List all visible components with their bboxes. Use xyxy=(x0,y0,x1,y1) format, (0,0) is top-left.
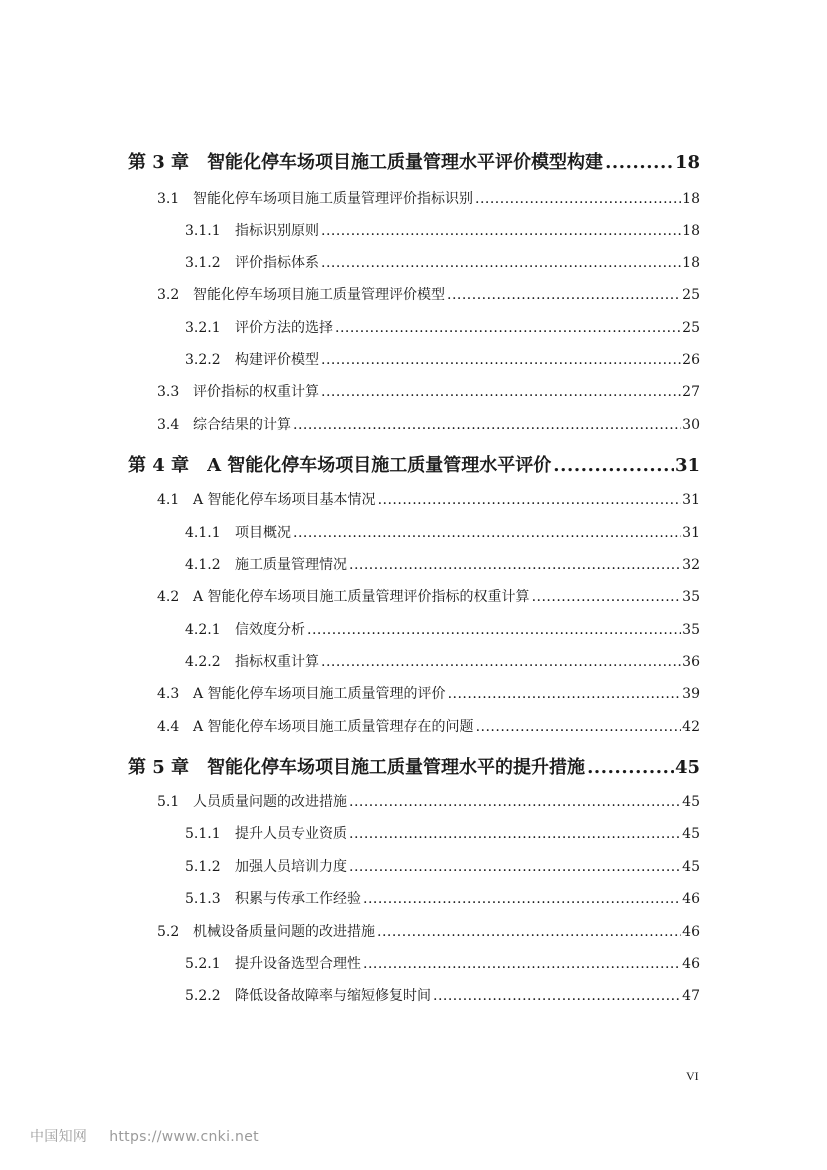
toc-entry-page: 18 xyxy=(682,255,700,271)
toc-leader-dots xyxy=(349,826,681,842)
toc-subsection-entry[interactable] xyxy=(185,619,700,641)
toc-leader-dots xyxy=(433,988,681,1004)
toc-entry-title: 构建评价模型 xyxy=(235,352,319,368)
toc-leader-dots xyxy=(363,956,681,972)
toc-leader-dots xyxy=(349,794,681,810)
toc-entry-number: 3.1.2 xyxy=(185,255,221,271)
toc-leader-dots xyxy=(321,384,681,400)
toc-entry-number: 4.1 xyxy=(157,492,180,508)
toc-entry-title: 提升设备选型合理性 xyxy=(235,956,361,972)
toc-entry-page: 45 xyxy=(682,826,700,842)
toc-leader-dots xyxy=(475,191,681,207)
toc-entry-number: 5.1.1 xyxy=(185,826,221,842)
toc-entry-page: 18 xyxy=(682,223,700,239)
toc-entry-number: 5.1.3 xyxy=(185,891,221,907)
toc-section-entry[interactable] xyxy=(157,716,700,738)
toc-entry-number: 4.3 xyxy=(157,686,180,702)
toc-entry-number: 3.1.1 xyxy=(185,223,221,239)
toc-entry-number: 3.1 xyxy=(157,191,180,207)
toc-entry-number: 5.1.2 xyxy=(185,859,221,875)
toc-entry-title: A 智能化停车场项目施工质量管理评价指标的权重计算 xyxy=(193,589,530,605)
watermark xyxy=(30,1126,281,1146)
toc-subsection-entry[interactable] xyxy=(185,823,700,845)
toc-entry-title: A 智能化停车场项目施工质量管理的评价 xyxy=(193,686,446,702)
toc-entry-page: 18 xyxy=(682,191,700,207)
toc-entry-number: 4.2.2 xyxy=(185,654,221,670)
toc-entry-page: 35 xyxy=(682,622,700,638)
toc-entry-title: A 智能化停车场项目施工质量管理水平评价 xyxy=(207,455,552,476)
toc-section-entry[interactable] xyxy=(157,188,700,210)
watermark-site-name: 中国知网 xyxy=(30,1129,88,1145)
toc-subsection-entry[interactable] xyxy=(185,317,700,339)
toc-leader-dots xyxy=(293,525,681,541)
toc-entry-title: 指标权重计算 xyxy=(235,654,319,670)
toc-leader-dots xyxy=(321,352,681,368)
toc-section-entry[interactable] xyxy=(157,489,700,511)
toc-entry-number: 3.2 xyxy=(157,287,180,303)
toc-entry-page: 26 xyxy=(682,352,700,368)
toc-leader-dots xyxy=(378,492,682,508)
page-number: VI xyxy=(686,1069,699,1083)
toc-entry-page: 35 xyxy=(682,589,700,605)
toc-leader-dots xyxy=(349,859,681,875)
toc-leader-dots xyxy=(321,654,681,670)
toc-entry-title: 指标识别原则 xyxy=(235,223,319,239)
toc-subsection-entry[interactable] xyxy=(185,888,700,910)
toc-entry-page: 27 xyxy=(682,384,700,400)
toc-section-entry[interactable] xyxy=(157,683,700,705)
toc-leader-dots xyxy=(447,287,681,303)
toc-entry-page: 31 xyxy=(682,492,700,508)
toc-entry-page: 45 xyxy=(682,859,700,875)
toc-entry-page: 46 xyxy=(682,924,700,940)
toc-leader-dots xyxy=(321,223,681,239)
toc-section-entry[interactable] xyxy=(157,381,700,403)
toc-leader-dots xyxy=(363,891,681,907)
toc-leader-dots xyxy=(553,455,674,476)
toc-entry-page: 45 xyxy=(674,757,700,778)
toc-entry-title: 施工质量管理情况 xyxy=(235,557,347,573)
toc-leader-dots xyxy=(307,622,681,638)
toc-entry-page: 36 xyxy=(682,654,700,670)
toc-subsection-entry[interactable] xyxy=(185,651,700,673)
toc-entry-title: 提升人员专业资质 xyxy=(235,826,347,842)
toc-entry-page: 18 xyxy=(674,152,700,173)
toc-entry-page: 46 xyxy=(682,891,700,907)
toc-entry-page: 39 xyxy=(682,686,700,702)
toc-entry-title: 降低设备故障率与缩短修复时间 xyxy=(235,988,431,1004)
toc-entry-title: 综合结果的计算 xyxy=(193,417,291,433)
toc-chapter-entry[interactable] xyxy=(128,753,700,781)
toc-entry-number: 3.2.2 xyxy=(185,352,221,368)
toc-subsection-entry[interactable] xyxy=(185,985,700,1007)
toc-entry-title: A 智能化停车场项目基本情况 xyxy=(193,492,376,508)
toc-entry-number: 4.4 xyxy=(157,719,180,735)
toc-leader-dots xyxy=(532,589,682,605)
toc-section-entry[interactable] xyxy=(157,921,700,943)
toc-entry-number: 5.2.1 xyxy=(185,956,221,972)
toc-leader-dots xyxy=(321,255,681,271)
toc-entry-title: 加强人员培训力度 xyxy=(235,859,347,875)
toc-entry-title: 智能化停车场项目施工质量管理水平的提升措施 xyxy=(207,757,586,778)
toc-leader-dots xyxy=(605,152,674,173)
toc-leader-dots xyxy=(377,924,681,940)
toc-entry-number: 4.1.2 xyxy=(185,557,221,573)
toc-entry-title: 评价指标的权重计算 xyxy=(193,384,319,400)
toc-entry-title: 信效度分析 xyxy=(235,622,305,638)
toc-leader-dots xyxy=(448,686,682,702)
toc-entry-number: 5.1 xyxy=(157,794,180,810)
toc-entry-title: A 智能化停车场项目施工质量管理存在的问题 xyxy=(193,719,474,735)
toc-entry-page: 25 xyxy=(682,320,700,336)
toc-entry-page: 46 xyxy=(682,956,700,972)
toc-entry-page: 31 xyxy=(674,455,700,476)
toc-entry-title: 机械设备质量问题的改进措施 xyxy=(193,924,375,940)
toc-subsection-entry[interactable] xyxy=(185,252,700,274)
toc-section-entry[interactable] xyxy=(157,284,700,306)
toc-chapter-entry[interactable] xyxy=(128,451,700,479)
toc-entry-page: 30 xyxy=(682,417,700,433)
toc-entry-number: 3.3 xyxy=(157,384,180,400)
toc-subsection-entry[interactable] xyxy=(185,856,700,878)
toc-entry-number: 5.2 xyxy=(157,924,180,940)
toc-entry-number: 第 3 章 xyxy=(128,152,190,173)
toc-entry-page: 31 xyxy=(682,525,700,541)
toc-entry-title: 评价指标体系 xyxy=(235,255,319,271)
toc-entry-title: 智能化停车场项目施工质量管理水平评价模型构建 xyxy=(207,152,604,173)
toc-subsection-entry[interactable] xyxy=(185,349,700,371)
toc-subsection-entry[interactable] xyxy=(185,220,700,242)
toc-entry-title: 评价方法的选择 xyxy=(235,320,333,336)
toc-leader-dots xyxy=(587,757,674,778)
watermark-url: https://www.cnki.net xyxy=(109,1129,259,1145)
toc-entry-page: 32 xyxy=(682,557,700,573)
toc-entry-title: 项目概况 xyxy=(235,525,291,541)
toc-entry-number: 4.2 xyxy=(157,589,180,605)
toc-section-entry[interactable] xyxy=(157,586,700,608)
toc-entry-number: 4.1.1 xyxy=(185,525,221,541)
toc-entry-number: 第 4 章 xyxy=(128,455,190,476)
toc-section-entry[interactable] xyxy=(157,791,700,813)
toc-entry-number: 第 5 章 xyxy=(128,757,190,778)
toc-subsection-entry[interactable] xyxy=(185,522,700,544)
toc-entry-number: 5.2.2 xyxy=(185,988,221,1004)
toc-entry-page: 47 xyxy=(682,988,700,1004)
toc-leader-dots xyxy=(476,719,682,735)
toc-leader-dots xyxy=(335,320,681,336)
toc-leader-dots xyxy=(293,417,681,433)
toc-entry-number: 3.2.1 xyxy=(185,320,221,336)
toc-entry-number: 4.2.1 xyxy=(185,622,221,638)
toc-subsection-entry[interactable] xyxy=(185,953,700,975)
toc-entry-number: 3.4 xyxy=(157,417,180,433)
toc-entry-page: 42 xyxy=(682,719,700,735)
toc-entry-title: 智能化停车场项目施工质量管理评价模型 xyxy=(193,287,445,303)
toc-entry-title: 人员质量问题的改进措施 xyxy=(193,794,347,810)
toc-entry-title: 积累与传承工作经验 xyxy=(235,891,361,907)
toc-leader-dots xyxy=(349,557,681,573)
toc-entry-title: 智能化停车场项目施工质量管理评价指标识别 xyxy=(193,191,473,207)
toc-chapter-entry[interactable] xyxy=(128,148,700,176)
toc-section-entry[interactable] xyxy=(157,414,700,436)
toc-entry-page: 25 xyxy=(682,287,700,303)
toc-entry-page: 45 xyxy=(682,794,700,810)
toc-subsection-entry[interactable] xyxy=(185,554,700,576)
